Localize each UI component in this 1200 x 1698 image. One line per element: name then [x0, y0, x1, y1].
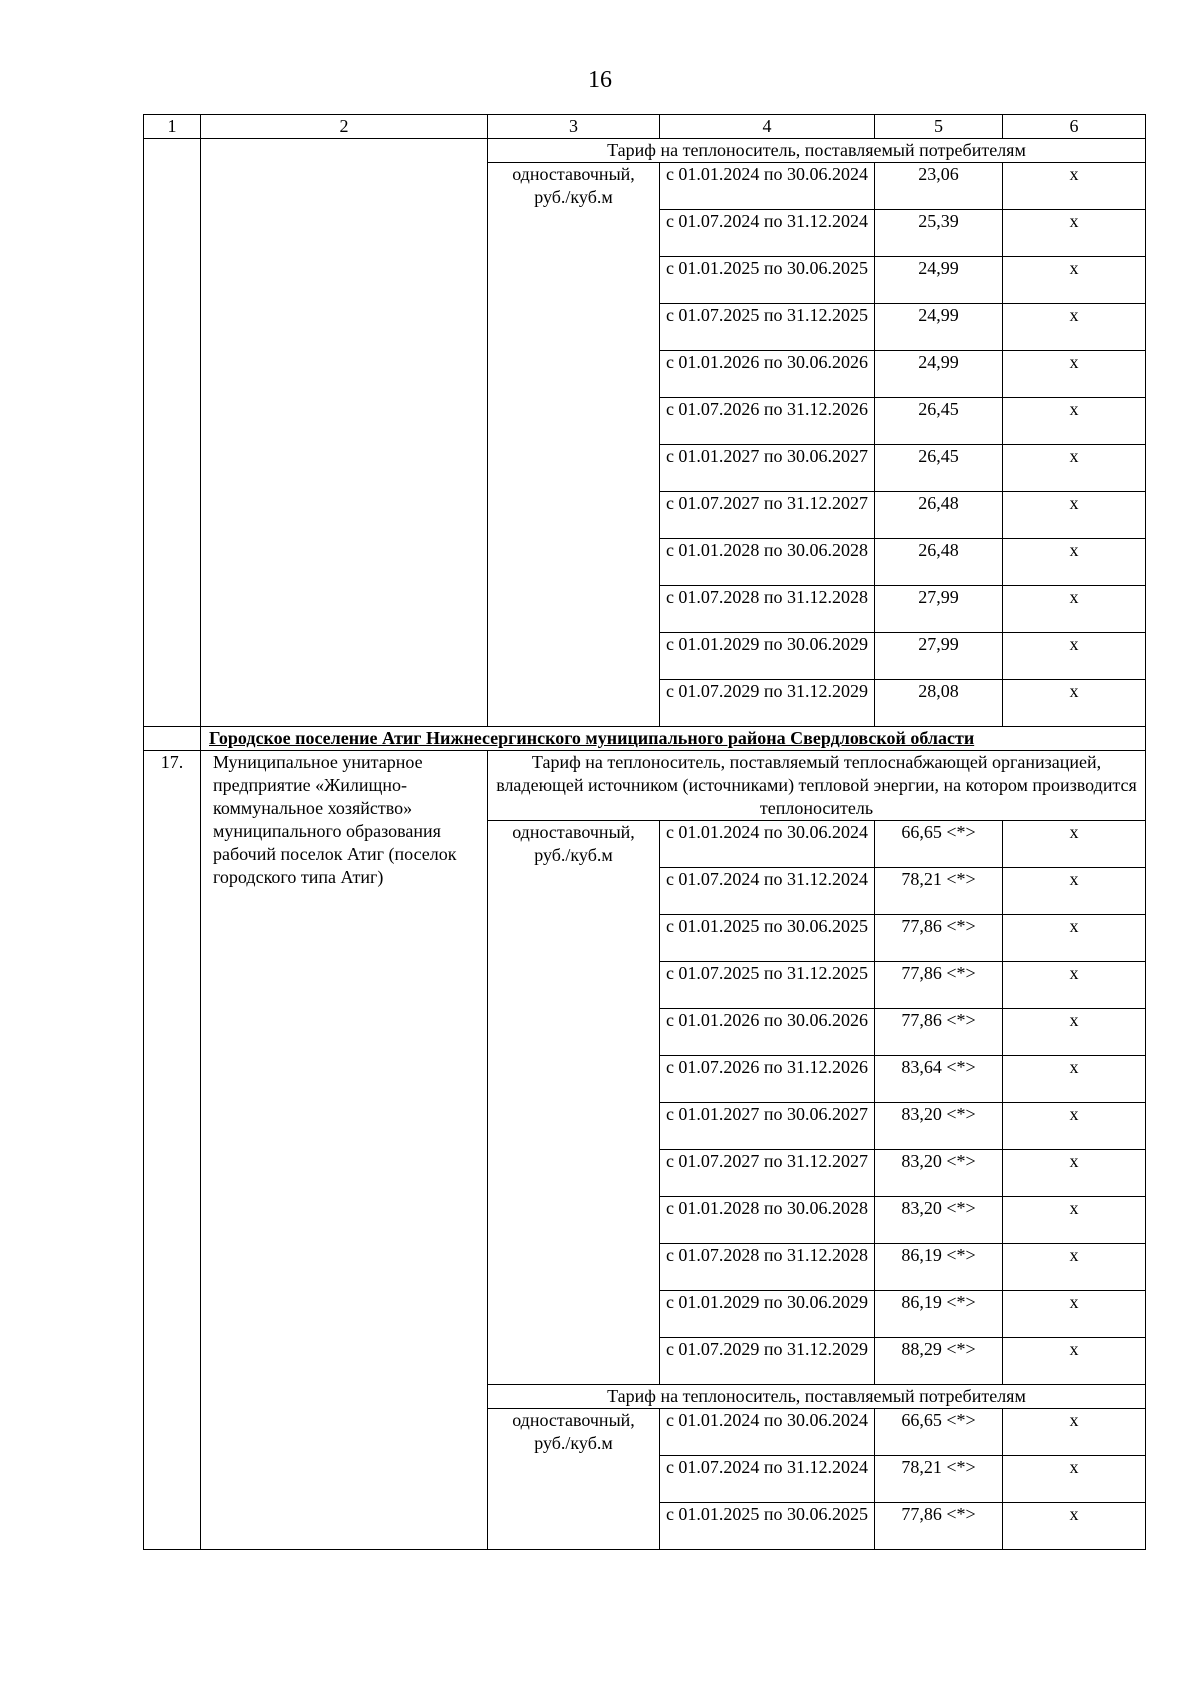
col6-cell: х [1003, 210, 1146, 257]
col6-cell: х [1003, 1456, 1146, 1503]
caption-row [144, 751, 1146, 821]
col6-cell: х [1003, 1103, 1146, 1150]
value-cell: 23,06 [875, 163, 1003, 210]
number-cell [144, 727, 201, 751]
col6-cell: х [1003, 915, 1146, 962]
value-cell: 78,21 <*> [875, 868, 1003, 915]
col6-cell: х [1003, 962, 1146, 1009]
tariff-table [143, 114, 1146, 1550]
value-cell: 24,99 [875, 304, 1003, 351]
col6-cell: х [1003, 821, 1146, 868]
col6-cell: х [1003, 1503, 1146, 1550]
col6-cell: х [1003, 1291, 1146, 1338]
col6-cell: х [1003, 633, 1146, 680]
period-cell: с 01.07.2029 по 31.12.2029 [660, 1338, 875, 1385]
value-cell: 25,39 [875, 210, 1003, 257]
region-title: Городское поселение Атиг Нижнесергинского муниципального района Свердловской области [201, 727, 1146, 751]
value-cell: 86,19 <*> [875, 1244, 1003, 1291]
value-cell: 66,65 <*> [875, 1409, 1003, 1456]
value-cell: 83,64 <*> [875, 1056, 1003, 1103]
period-cell: с 01.07.2027 по 31.12.2027 [660, 492, 875, 539]
value-cell: 77,86 <*> [875, 915, 1003, 962]
col6-cell: х [1003, 1244, 1146, 1291]
tariff-caption: Тариф на теплоноситель, поставляемый потребителям [488, 139, 1146, 163]
period-cell: с 01.07.2028 по 31.12.2028 [660, 1244, 875, 1291]
period-cell: с 01.07.2029 по 31.12.2029 [660, 680, 875, 727]
value-cell: 83,20 <*> [875, 1150, 1003, 1197]
period-cell: с 01.07.2024 по 31.12.2024 [660, 868, 875, 915]
header-cell: 5 [875, 115, 1003, 139]
value-cell: 24,99 [875, 257, 1003, 304]
value-cell: 83,20 <*> [875, 1197, 1003, 1244]
value-cell: 77,86 <*> [875, 1503, 1003, 1550]
period-cell: с 01.07.2025 по 31.12.2025 [660, 304, 875, 351]
period-cell: с 01.07.2024 по 31.12.2024 [660, 1456, 875, 1503]
col6-cell: х [1003, 680, 1146, 727]
col6-cell: х [1003, 445, 1146, 492]
header-cell: 3 [488, 115, 660, 139]
col6-cell: х [1003, 586, 1146, 633]
period-cell: с 01.01.2029 по 30.06.2029 [660, 1291, 875, 1338]
header-cell: 4 [660, 115, 875, 139]
col6-cell: х [1003, 868, 1146, 915]
period-cell: с 01.01.2024 по 30.06.2024 [660, 163, 875, 210]
period-cell: с 01.01.2025 по 30.06.2025 [660, 1503, 875, 1550]
value-cell: 88,29 <*> [875, 1338, 1003, 1385]
col6-cell: х [1003, 1056, 1146, 1103]
col6-cell: х [1003, 304, 1146, 351]
period-cell: с 01.01.2026 по 30.06.2026 [660, 351, 875, 398]
period-cell: с 01.01.2028 по 30.06.2028 [660, 1197, 875, 1244]
value-cell: 24,99 [875, 351, 1003, 398]
period-cell: с 01.01.2026 по 30.06.2026 [660, 1009, 875, 1056]
caption-row [144, 139, 1146, 163]
period-cell: с 01.01.2027 по 30.06.2027 [660, 445, 875, 492]
tariff-kind: одноставочный, руб./куб.м [488, 821, 660, 1385]
col6-cell: х [1003, 163, 1146, 210]
value-cell: 26,48 [875, 492, 1003, 539]
header-cell: 6 [1003, 115, 1146, 139]
period-cell: с 01.01.2025 по 30.06.2025 [660, 915, 875, 962]
col6-cell: х [1003, 1409, 1146, 1456]
tariff-caption: Тариф на теплоноситель, поставляемый теплоснабжающей организацией, владеющей источником (источниками) тепловой энергии, на котором производится теплоноситель [488, 751, 1146, 821]
value-cell: 28,08 [875, 680, 1003, 727]
header-cell: 1 [144, 115, 201, 139]
number-cell [144, 139, 201, 727]
value-cell: 77,86 <*> [875, 962, 1003, 1009]
value-cell: 27,99 [875, 633, 1003, 680]
value-cell: 86,19 <*> [875, 1291, 1003, 1338]
col6-cell: х [1003, 398, 1146, 445]
col6-cell: х [1003, 257, 1146, 304]
period-cell: с 01.07.2028 по 31.12.2028 [660, 586, 875, 633]
header-row [144, 115, 1146, 139]
period-cell: с 01.07.2026 по 31.12.2026 [660, 398, 875, 445]
col6-cell: х [1003, 351, 1146, 398]
col6-cell: х [1003, 1197, 1146, 1244]
col6-cell: х [1003, 492, 1146, 539]
value-cell: 77,86 <*> [875, 1009, 1003, 1056]
value-cell: 26,45 [875, 445, 1003, 492]
organization-cell [201, 139, 488, 727]
period-cell: с 01.01.2024 по 30.06.2024 [660, 821, 875, 868]
tariff-kind: одноставочный, руб./куб.м [488, 1409, 660, 1550]
period-cell: с 01.01.2025 по 30.06.2025 [660, 257, 875, 304]
col6-cell: х [1003, 1338, 1146, 1385]
period-cell: с 01.07.2027 по 31.12.2027 [660, 1150, 875, 1197]
period-cell: с 01.07.2026 по 31.12.2026 [660, 1056, 875, 1103]
period-cell: с 01.07.2025 по 31.12.2025 [660, 962, 875, 1009]
value-cell: 66,65 <*> [875, 821, 1003, 868]
col6-cell: х [1003, 539, 1146, 586]
tariff-caption: Тариф на теплоноситель, поставляемый потребителям [488, 1385, 1146, 1409]
col6-cell: х [1003, 1009, 1146, 1056]
value-cell: 78,21 <*> [875, 1456, 1003, 1503]
tariff-kind: одноставочный, руб./куб.м [488, 163, 660, 727]
period-cell: с 01.07.2024 по 31.12.2024 [660, 210, 875, 257]
page-number: 16 [588, 67, 612, 93]
period-cell: с 01.01.2027 по 30.06.2027 [660, 1103, 875, 1150]
organization-name: Муниципальное унитарное предприятие «Жилищно-коммунальное хозяйство» муниципального образования рабочий поселок Атиг (поселок городского типа Атиг) [201, 751, 488, 1550]
value-cell: 83,20 <*> [875, 1103, 1003, 1150]
period-cell: с 01.01.2024 по 30.06.2024 [660, 1409, 875, 1456]
region-row [144, 727, 1146, 751]
period-cell: с 01.01.2028 по 30.06.2028 [660, 539, 875, 586]
entry-number: 17. [144, 751, 201, 1550]
header-cell: 2 [201, 115, 488, 139]
value-cell: 26,45 [875, 398, 1003, 445]
value-cell: 26,48 [875, 539, 1003, 586]
value-cell: 27,99 [875, 586, 1003, 633]
col6-cell: х [1003, 1150, 1146, 1197]
period-cell: с 01.01.2029 по 30.06.2029 [660, 633, 875, 680]
